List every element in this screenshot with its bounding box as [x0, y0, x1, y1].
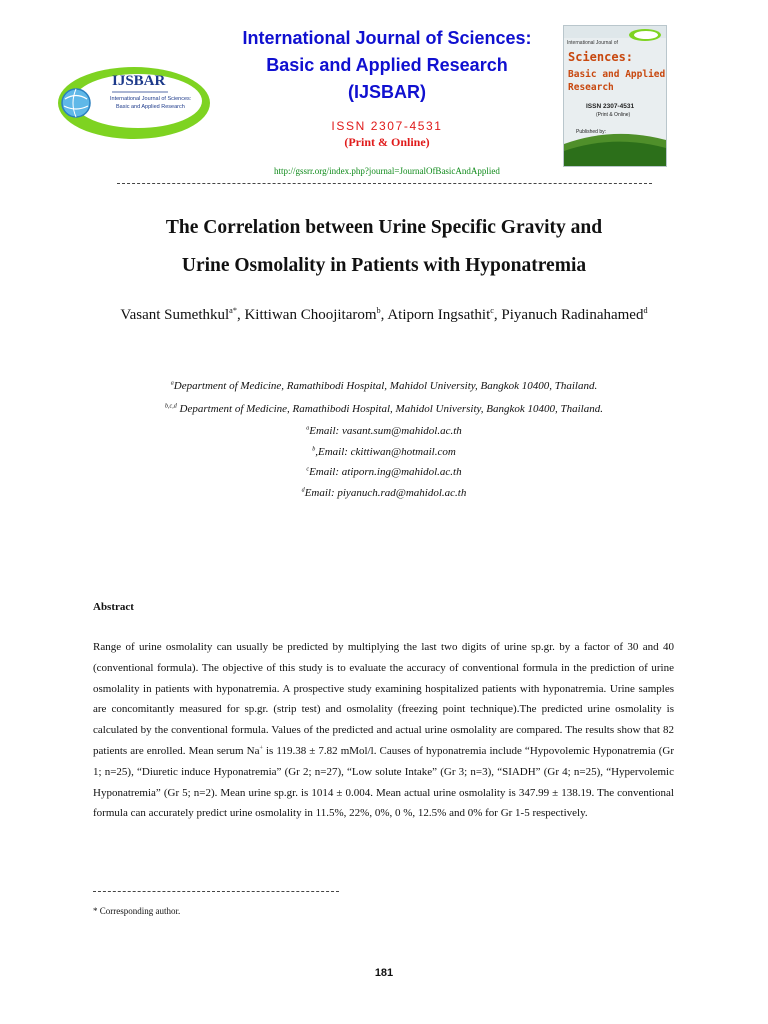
- logo-subtitle-line2: Basic and Applied Research: [116, 104, 185, 110]
- cover-badge-icon: [628, 28, 662, 42]
- email-mark: a: [306, 425, 310, 432]
- author-separator: ,: [493, 307, 502, 323]
- email-mark: b: [312, 446, 316, 453]
- email-text[interactable]: ,Email: ckittiwan@hotmail.com: [315, 446, 456, 458]
- author-name: Vasant Sumethkul: [120, 307, 230, 323]
- cover-print-online: (Print & Online): [596, 112, 631, 118]
- journal-title-line3: (IJSBAR): [347, 82, 426, 102]
- logo-title: IJSBAR: [112, 73, 166, 89]
- abstract-superscript: +: [259, 745, 263, 752]
- journal-issn: ISSN 2307-4531: [331, 119, 443, 133]
- abstract-text-part1: Range of urine osmolality can usually be predicted by multiplying the last two digits of urine sp.gr. by a factor of 30 and 40 (conventional formula). The objective of this study is to evaluate the accuracy of conventional formula in the prediction of urine osmolality in patients with hyponatremia. A prospective study examining hospitalized patients with hyponatremia. Urine samples are concomitantly measured for sp.gr. (strip test) and osmolality (freezing point technique).The predicted urine osmolality is calculated by the conventional formula. Values of the predicted and actual urine osmolality are compared. The results show that 82 patients are enrolled. Mean serum Na: [93, 641, 674, 757]
- cover-background: [564, 26, 666, 166]
- author-list: [84, 302, 684, 329]
- logo-subtitle-line1: International Journal of Sciences:: [110, 96, 192, 102]
- cover-published-by: Published by:: [576, 129, 607, 135]
- email-text[interactable]: Email: vasant.sum@mahidol.ac.th: [309, 425, 462, 437]
- journal-title-line1: International Journal of Sciences:: [242, 28, 532, 48]
- author-affiliation-mark: d: [643, 306, 648, 315]
- author-separator: ,: [236, 307, 245, 323]
- author-affiliation-mark: b: [376, 306, 381, 315]
- affiliation-text: Department of Medicine, Ramathibodi Hospital, Mahidol University, Bangkok 10400, Thailand.: [173, 380, 598, 392]
- article-title-line1: The Correlation between Urine Specific Gravity and: [165, 217, 603, 238]
- journal-title-line2: Basic and Applied Research: [266, 55, 508, 75]
- affiliation-line: [84, 380, 684, 392]
- author-name: Piyanuch Radinahamed: [501, 307, 644, 323]
- cover-basic-line1: Basic and Applied: [568, 69, 666, 80]
- article-title-line2: Urine Osmolality in Patients with Hyponatremia: [181, 255, 587, 276]
- affiliation-text: Department of Medicine, Ramathibodi Hospital, Mahidol University, Bangkok 10400, Thailand.: [176, 403, 603, 415]
- journal-cover-image: [563, 25, 667, 167]
- affiliation-mark: b,c,d: [165, 403, 177, 410]
- email-mark: c: [306, 466, 310, 473]
- cover-basic-title: [568, 68, 665, 94]
- corresponding-author-footnote: * Corresponding author.: [93, 906, 181, 916]
- page-number: 181: [374, 967, 394, 979]
- header-divider: [117, 183, 652, 184]
- abstract-heading: Abstract: [93, 601, 134, 613]
- cover-issn: ISSN 2307-4531: [586, 103, 635, 110]
- author-name: Kittiwan Choojitarom: [244, 307, 377, 323]
- email-text[interactable]: Email: atiporn.ing@mahidol.ac.th: [309, 466, 462, 478]
- author-name: Atiporn Ingsathit: [387, 307, 491, 323]
- author-separator: ,: [380, 307, 388, 323]
- author-affiliation-mark: a*: [229, 306, 237, 315]
- print-online-label: (Print & Online): [344, 135, 430, 149]
- affiliation-mark: a: [170, 380, 174, 387]
- abstract-text-part2: is 119.38 ± 7.82 mMol/l. Causes of hyponatremia include “Hypovolemic Hyponatremia (Gr 1; n=25), “Diuretic induce Hyponatremia” (Gr 2; n=27), “Low solute Intake” (Gr 3; n=3), “SIADH” (Gr 4; n=25), “Hypervolemic Hyponatremia” (Gr 5; n=2). Mean urine sp.gr. is 1014 ± 0.004. Mean actual urine osmolality is 347.99 ± 138.19. The conventional formula can accurately predict urine osmolality in 11.5%, 22%, 0%, 0 %, 12.5% and 0% for Gr 1-5 respectively.: [93, 744, 675, 820]
- email-mark: d: [301, 487, 305, 494]
- cover-sciences-title: Sciences:: [568, 50, 634, 64]
- cover-basic-line2: Research: [568, 82, 614, 93]
- email-line: [84, 446, 684, 458]
- cover-small-title: International Journal of: [567, 40, 618, 46]
- author-affiliation-mark: c: [490, 306, 494, 315]
- email-text[interactable]: Email: piyanuch.rad@mahidol.ac.th: [304, 487, 467, 499]
- article-title: [64, 209, 704, 285]
- email-line: [84, 425, 684, 437]
- email-line: [84, 466, 684, 478]
- journal-url-link[interactable]: http://gssrr.org/index.php?journal=JournalOfBasicAndApplied: [274, 166, 500, 176]
- journal-title: [180, 25, 594, 106]
- footnote-divider: [93, 891, 339, 892]
- affiliation-line: [84, 403, 684, 415]
- email-line: [84, 487, 684, 499]
- abstract-body: [93, 637, 674, 824]
